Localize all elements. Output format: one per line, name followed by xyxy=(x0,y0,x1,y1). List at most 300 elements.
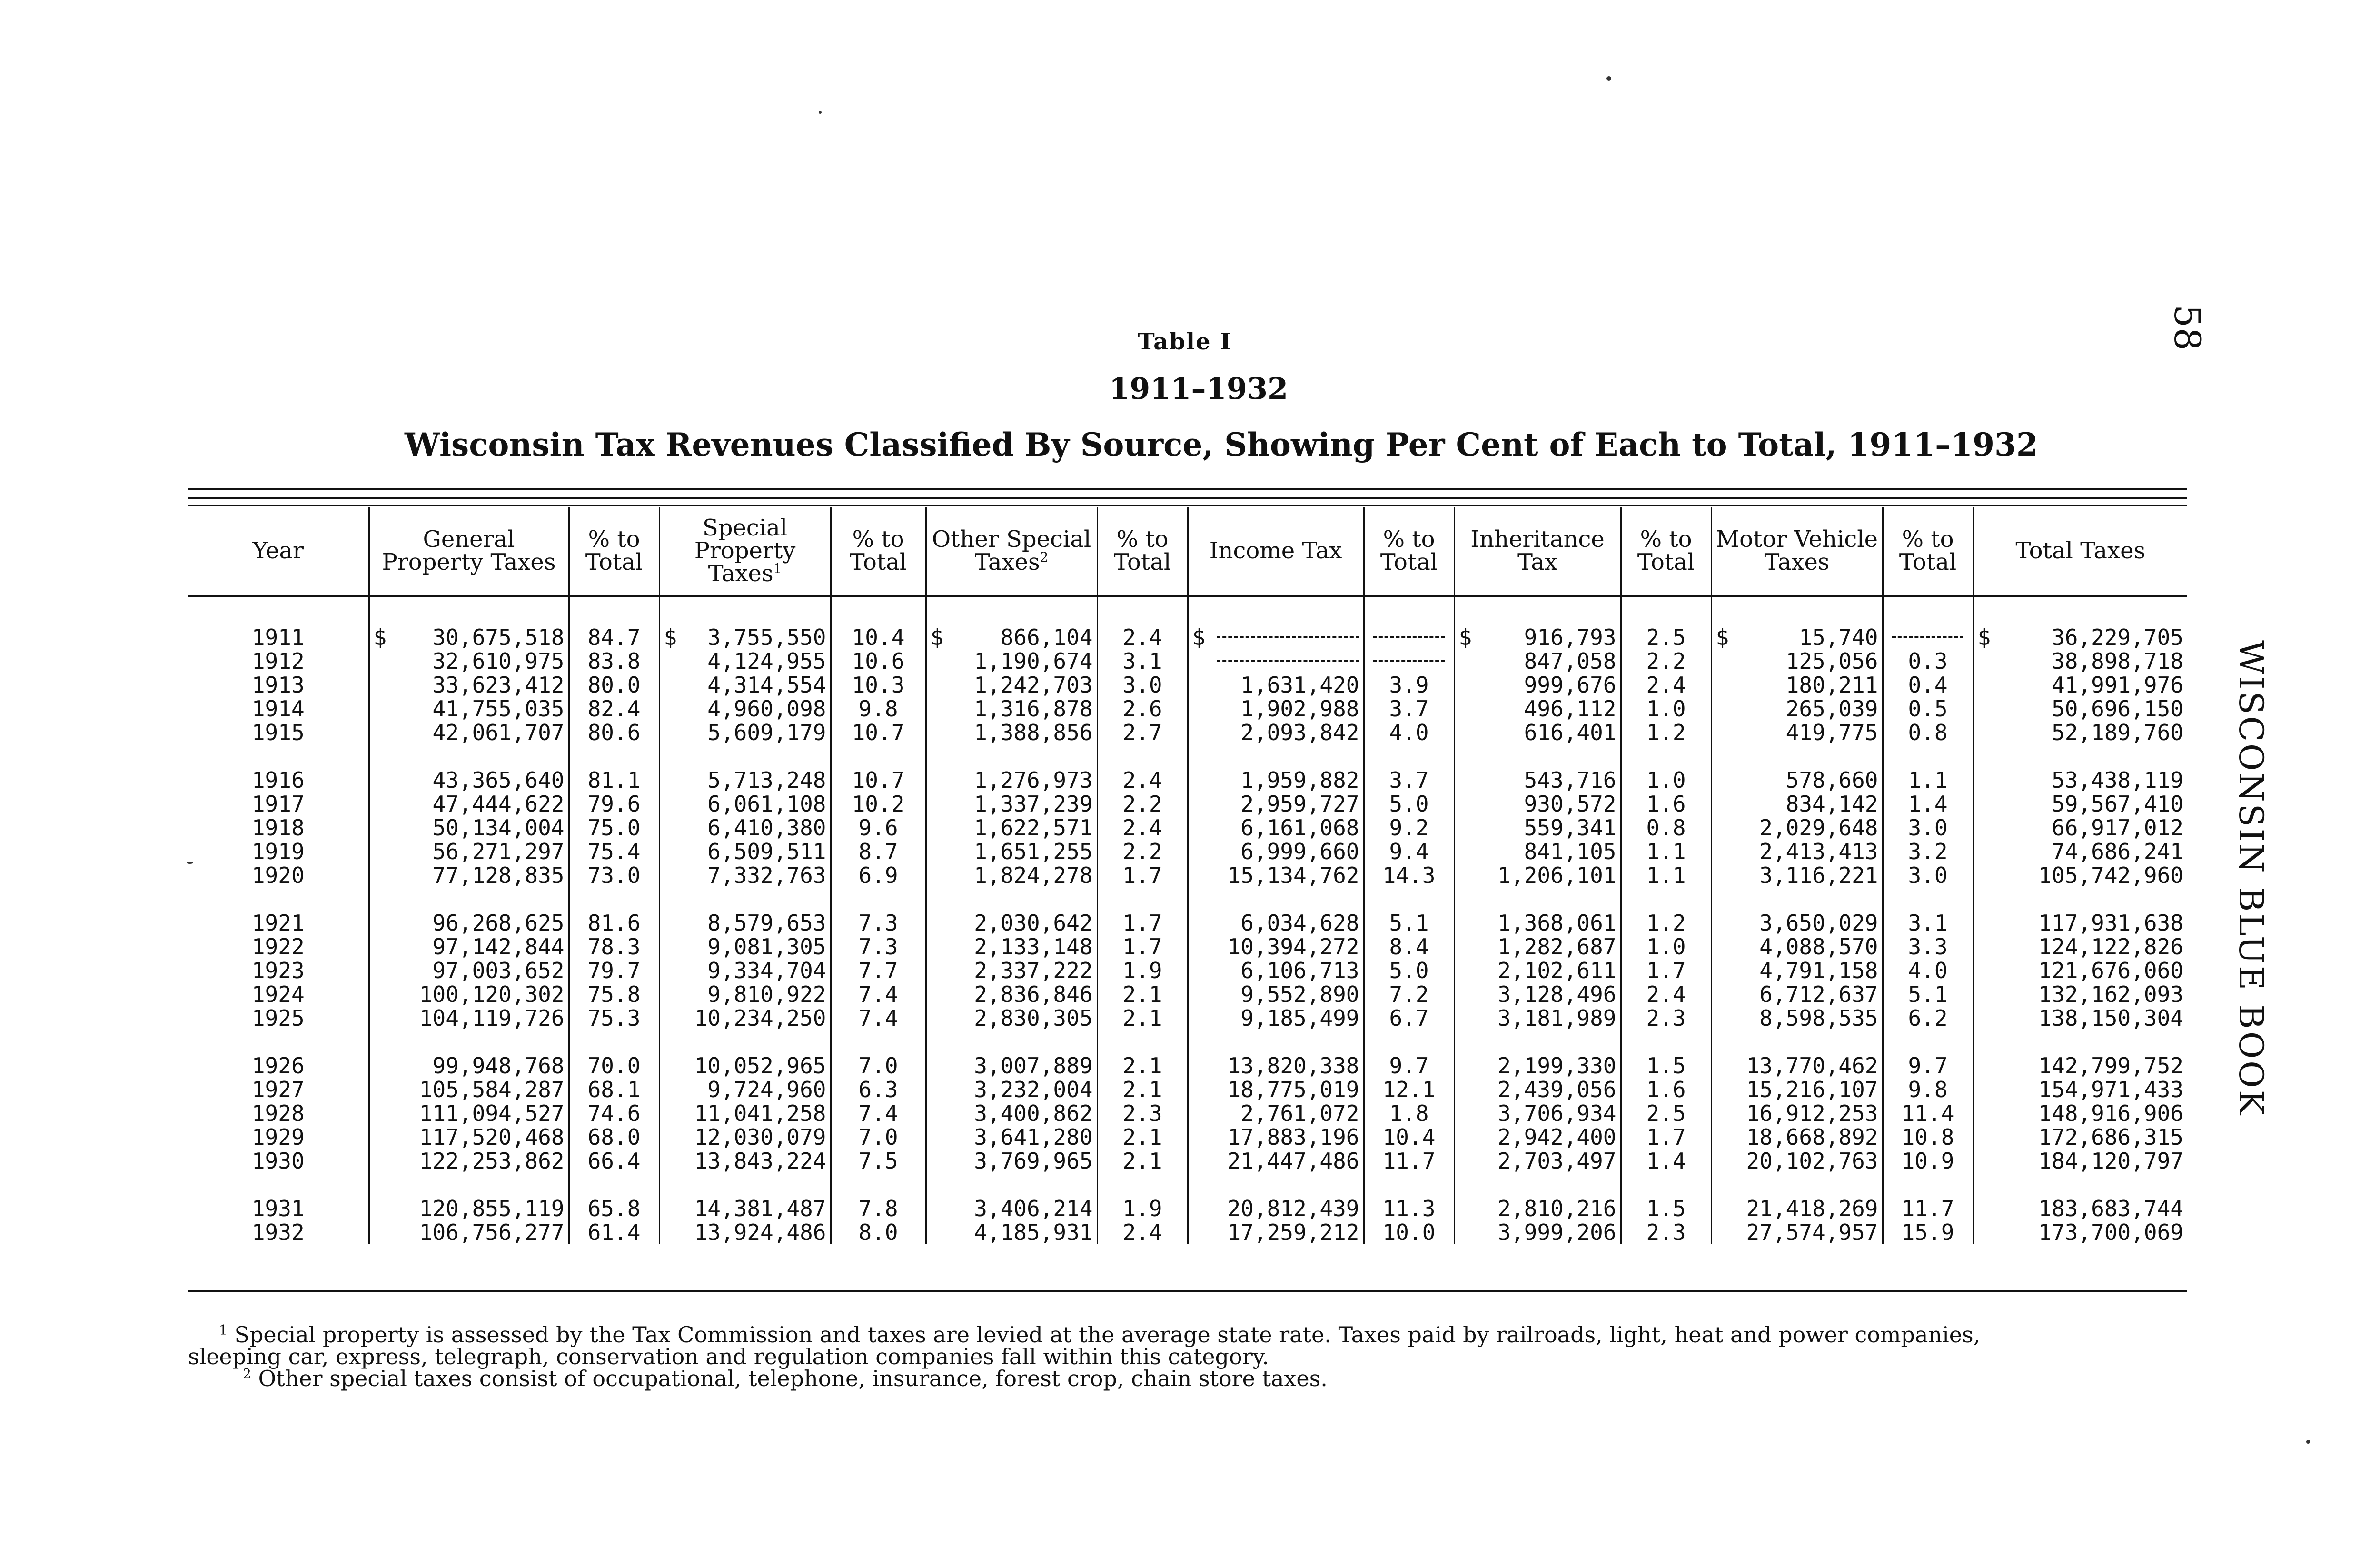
cell-total-taxes: 117,931,638 xyxy=(2038,910,2183,936)
cell-mv-pct: 0.4 xyxy=(1883,673,1973,697)
cell-inh-pct: 1.1 xyxy=(1621,863,1711,887)
cell-general-property: 32,610,975 xyxy=(369,649,569,673)
cell-sp-pct: 7.0 xyxy=(831,1054,926,1078)
cell-motor-vehicle: 3,116,221 xyxy=(1711,863,1883,887)
table-label: Table I xyxy=(1138,328,1232,355)
empty-value-dash xyxy=(1373,625,1445,638)
group-spacer xyxy=(188,887,2187,911)
table-row xyxy=(188,721,2187,744)
header-row xyxy=(188,507,2187,596)
footnote-2: $^2$ Other special taxes consist of occupational, telephone, insurance, forest crop, chain store taxes. xyxy=(243,1366,1328,1391)
cell-income-tax: 21,447,486 xyxy=(1188,1149,1364,1173)
cell-total-taxes: 124,122,826 xyxy=(2038,934,2183,960)
cell-year: 1923 xyxy=(188,959,369,982)
currency-sign: $ xyxy=(664,624,677,650)
cell-special-property: 4,124,955 xyxy=(659,649,831,673)
cell-year: 1916 xyxy=(188,768,369,792)
cell-mv-pct: 1.4 xyxy=(1883,792,1973,816)
cell-gp-pct: 75.8 xyxy=(569,982,659,1006)
cell-os-pct: 3.1 xyxy=(1097,649,1188,673)
cell-special-property: 10,052,965 xyxy=(659,1054,831,1078)
cell-inc-pct: 3.7 xyxy=(1364,697,1454,721)
cell-year: 1914 xyxy=(188,697,369,721)
cell-os-pct: 2.4 xyxy=(1097,816,1188,840)
cell-sp-pct: 10.6 xyxy=(831,649,926,673)
cell-special-property: 9,724,960 xyxy=(659,1078,831,1101)
cell-special-property: 5,713,248 xyxy=(659,768,831,792)
cell-total-taxes: 154,971,433 xyxy=(2038,1077,2183,1102)
cell-gp-pct: 74.6 xyxy=(569,1101,659,1125)
cell-sp-pct: 7.7 xyxy=(831,959,926,982)
table-row xyxy=(188,673,2187,697)
cell-other-special: 2,337,222 xyxy=(926,959,1097,982)
cell-total-taxes: 138,150,304 xyxy=(2038,1005,2183,1031)
cell-motor-vehicle: 419,775 xyxy=(1711,721,1883,744)
cell-inc-pct: 9.2 xyxy=(1364,816,1454,840)
cell-gp-pct: 75.3 xyxy=(569,1006,659,1030)
cell-inc-pct: 7.2 xyxy=(1364,982,1454,1006)
cell-gp-pct: 61.4 xyxy=(569,1220,659,1244)
table-row xyxy=(188,840,2187,863)
cell-special-property: 6,410,380 xyxy=(659,816,831,840)
top-rule-3 xyxy=(188,505,2187,506)
table-row xyxy=(188,1101,2187,1125)
table-row xyxy=(188,1220,2187,1244)
cell-year: 1920 xyxy=(188,863,369,887)
cell-os-pct: 1.7 xyxy=(1097,911,1188,935)
cell-income-tax: 2,093,842 xyxy=(1188,721,1364,744)
cell-gp-pct: 83.8 xyxy=(569,649,659,673)
cell-inh-pct: 1.7 xyxy=(1621,959,1711,982)
cell-inh-pct: 2.5 xyxy=(1621,1101,1711,1125)
cell-year: 1913 xyxy=(188,673,369,697)
col-special-property: Special Property Taxes$^1$ xyxy=(659,507,831,596)
cell-year: 1921 xyxy=(188,911,369,935)
cell-special-property: 6,061,108 xyxy=(659,792,831,816)
cell-total-taxes: 41,991,976 xyxy=(2052,672,2183,698)
cell-year: 1912 xyxy=(188,649,369,673)
cell-mv-pct: 0.3 xyxy=(1883,649,1973,673)
empty-value-dash xyxy=(1217,625,1359,638)
cell-sp-pct: 7.4 xyxy=(831,1101,926,1125)
cell-other-special: 1,651,255 xyxy=(926,840,1097,863)
cell-income-tax xyxy=(1188,596,1364,650)
page-number: 58 xyxy=(2166,305,2209,351)
cell-inc-pct: 10.4 xyxy=(1364,1125,1454,1149)
cell-general-property: 120,855,119 xyxy=(369,1197,569,1220)
cell-other-special: 3,007,889 xyxy=(926,1054,1097,1078)
cell-sp-pct: 7.4 xyxy=(831,1006,926,1030)
cell-motor-vehicle: 8,598,535 xyxy=(1711,1006,1883,1030)
cell-income-tax: 1,631,420 xyxy=(1188,673,1364,697)
cell-other-special: 3,641,280 xyxy=(926,1125,1097,1149)
cell-total-taxes: 105,742,960 xyxy=(2038,862,2183,888)
cell-motor-vehicle: 834,142 xyxy=(1711,792,1883,816)
cell-inc-pct: 5.0 xyxy=(1364,792,1454,816)
cell-sp-pct: 10.3 xyxy=(831,673,926,697)
cell-other-special: 3,769,965 xyxy=(926,1149,1097,1173)
cell-inc-pct: 11.7 xyxy=(1364,1149,1454,1173)
cell-sp-pct: 10.7 xyxy=(831,768,926,792)
col-motor-vehicle: Motor Vehicle Taxes xyxy=(1711,507,1883,596)
cell-gp-pct: 75.0 xyxy=(569,816,659,840)
cell-special-property: 13,924,486 xyxy=(659,1220,831,1244)
table-row xyxy=(188,1078,2187,1101)
cell-inh-pct: 2.3 xyxy=(1621,1006,1711,1030)
cell-general-property: 97,003,652 xyxy=(369,959,569,982)
cell-mv-pct: 3.0 xyxy=(1883,863,1973,887)
group-spacer xyxy=(188,1173,2187,1197)
cell-special-property: 11,041,258 xyxy=(659,1101,831,1125)
cell-inh-pct: 1.5 xyxy=(1621,1197,1711,1220)
cell-mv-pct: 4.0 xyxy=(1883,959,1973,982)
cell-inc-pct: 5.1 xyxy=(1364,911,1454,935)
cell-mv-pct: 0.5 xyxy=(1883,697,1973,721)
cell-general-property: 97,142,844 xyxy=(369,935,569,959)
cell-inheritance-tax: 559,341 xyxy=(1454,816,1621,840)
cell-motor-vehicle: 4,791,158 xyxy=(1711,959,1883,982)
cell-total-taxes: 38,898,718 xyxy=(2052,648,2183,674)
cell-inheritance-tax: 930,572 xyxy=(1454,792,1621,816)
cell-inheritance-tax: 847,058 xyxy=(1454,649,1621,673)
cell-income-tax: 9,185,499 xyxy=(1188,1006,1364,1030)
col-inh-pct: % to Total xyxy=(1621,507,1711,596)
cell-inc-pct: 8.4 xyxy=(1364,935,1454,959)
cell-gp-pct: 79.7 xyxy=(569,959,659,982)
footnote-1b: sleeping car, express, telegraph, conservation and regulation companies fall within this category. xyxy=(188,1344,1269,1369)
cell-mv-pct: 3.3 xyxy=(1883,935,1973,959)
cell-general-property: 33,623,412 xyxy=(369,673,569,697)
cell-general-property: 43,365,640 xyxy=(369,768,569,792)
cell-inheritance-tax: 3,706,934 xyxy=(1454,1101,1621,1125)
cell-motor-vehicle: 265,039 xyxy=(1711,697,1883,721)
cell-gp-pct: 70.0 xyxy=(569,1054,659,1078)
cell-other-special: 3,232,004 xyxy=(926,1078,1097,1101)
cell-inh-pct: 2.3 xyxy=(1621,1220,1711,1244)
cell-inc-pct: 3.9 xyxy=(1364,673,1454,697)
cell-motor-vehicle: 15,216,107 xyxy=(1711,1078,1883,1101)
col-other-special: Other Special Taxes$^2$ xyxy=(926,507,1097,596)
cell-inh-pct: 2.2 xyxy=(1621,649,1711,673)
cell-sp-pct: 8.0 xyxy=(831,1220,926,1244)
cell-os-pct: 2.3 xyxy=(1097,1101,1188,1125)
cell-special-property: 8,579,653 xyxy=(659,911,831,935)
cell-inh-pct: 1.0 xyxy=(1621,768,1711,792)
cell-os-pct: 2.1 xyxy=(1097,1078,1188,1101)
cell-os-pct: 2.2 xyxy=(1097,792,1188,816)
cell-mv-pct: 9.8 xyxy=(1883,1078,1973,1101)
cell-inheritance-tax: 1,206,101 xyxy=(1454,863,1621,887)
cell-inh-pct: 1.6 xyxy=(1621,792,1711,816)
footnote-1a: $^1$ Special property is assessed by the Tax Commission and taxes are levied at the average state rate. Taxes paid by railroads, light, heat and power companies, xyxy=(219,1322,1981,1348)
cell-gp-pct: 81.1 xyxy=(569,768,659,792)
cell-other-special: 1,388,856 xyxy=(926,721,1097,744)
table-row xyxy=(188,863,2187,887)
cell-total-taxes: 66,917,012 xyxy=(2052,815,2183,841)
table-row xyxy=(188,1197,2187,1220)
cell-gp-pct: 66.4 xyxy=(569,1149,659,1173)
cell-inheritance-tax: 2,199,330 xyxy=(1454,1054,1621,1078)
cell-inheritance-tax: 2,102,611 xyxy=(1454,959,1621,982)
cell-inc-pct: 9.7 xyxy=(1364,1054,1454,1078)
cell-year: 1924 xyxy=(188,982,369,1006)
cell-sp-pct: 6.9 xyxy=(831,863,926,887)
cell-motor-vehicle: 6,712,637 xyxy=(1711,982,1883,1006)
cell-general-property: 117,520,468 xyxy=(369,1125,569,1149)
table-row xyxy=(188,1006,2187,1030)
table-row xyxy=(188,596,2187,650)
scan-speck xyxy=(1606,76,1611,81)
cell-inc-pct: 1.8 xyxy=(1364,1101,1454,1125)
bottom-rule xyxy=(188,1290,2187,1292)
cell-inc-pct: 5.0 xyxy=(1364,959,1454,982)
cell-gp-pct: 79.6 xyxy=(569,792,659,816)
cell-sp-pct: 10.4 xyxy=(831,596,926,650)
scan-speck xyxy=(187,862,193,864)
cell-year: 1931 xyxy=(188,1197,369,1220)
cell-os-pct: 3.0 xyxy=(1097,673,1188,697)
cell-mv-pct: 0.8 xyxy=(1883,721,1973,744)
cell-general-property: 105,584,287 xyxy=(369,1078,569,1101)
cell-other-special: 1,190,674 xyxy=(926,649,1097,673)
cell-inheritance-tax: 616,401 xyxy=(1454,721,1621,744)
cell-income-tax: 17,259,212 xyxy=(1188,1220,1364,1244)
cell-mv-pct xyxy=(1883,596,1973,650)
cell-inh-pct: 1.5 xyxy=(1621,1054,1711,1078)
cell-motor-vehicle: 18,668,892 xyxy=(1711,1125,1883,1149)
cell-other-special: 1,622,571 xyxy=(926,816,1097,840)
cell-inheritance-tax: $ 916,793 xyxy=(1454,596,1621,650)
currency-sign: $ xyxy=(930,624,944,650)
cell-inc-pct: 14.3 xyxy=(1364,863,1454,887)
cell-inc-pct: 11.3 xyxy=(1364,1197,1454,1220)
cell-special-property: 13,843,224 xyxy=(659,1149,831,1173)
cell-gp-pct: 78.3 xyxy=(569,935,659,959)
currency-sign: $ xyxy=(373,624,387,650)
cell-inc-pct: 4.0 xyxy=(1364,721,1454,744)
cell-inheritance-tax: 999,676 xyxy=(1454,673,1621,697)
cell-income-tax: 6,034,628 xyxy=(1188,911,1364,935)
cell-total-taxes: 121,676,060 xyxy=(2038,958,2183,983)
cell-total-taxes: 52,189,760 xyxy=(2052,720,2183,745)
cell-total-taxes: 173,700,069 xyxy=(2038,1219,2183,1245)
cell-inheritance-tax: 2,942,400 xyxy=(1454,1125,1621,1149)
table-row xyxy=(188,697,2187,721)
cell-sp-pct: 7.5 xyxy=(831,1149,926,1173)
cell-gp-pct: 75.4 xyxy=(569,840,659,863)
scan-speck xyxy=(2306,1440,2310,1444)
cell-special-property: 4,960,098 xyxy=(659,697,831,721)
cell-inc-pct: 6.7 xyxy=(1364,1006,1454,1030)
cell-general-property: 77,128,835 xyxy=(369,863,569,887)
cell-os-pct: 2.7 xyxy=(1097,721,1188,744)
cell-inheritance-tax: 1,368,061 xyxy=(1454,911,1621,935)
col-inheritance-tax: Inheritance Tax xyxy=(1454,507,1621,596)
cell-other-special: 1,276,973 xyxy=(926,768,1097,792)
cell-total-taxes: 184,120,797 xyxy=(2038,1148,2183,1174)
col-year: Year xyxy=(188,507,369,596)
table-row xyxy=(188,768,2187,792)
table-title: Wisconsin Tax Revenues Classified By Source, Showing Per Cent of Each to Total, 1911–1932 xyxy=(405,426,2038,463)
cell-total-taxes: 50,696,150 xyxy=(2052,696,2183,722)
cell-special-property: $ 3,755,550 xyxy=(659,596,831,650)
cell-os-pct: 2.6 xyxy=(1097,697,1188,721)
table-row xyxy=(188,792,2187,816)
cell-os-pct: 2.2 xyxy=(1097,840,1188,863)
cell-year: 1915 xyxy=(188,721,369,744)
cell-general-property: 99,948,768 xyxy=(369,1054,569,1078)
cell-special-property: 7,332,763 xyxy=(659,863,831,887)
cell-gp-pct: 80.6 xyxy=(569,721,659,744)
cell-year: 1919 xyxy=(188,840,369,863)
currency-sign: $ xyxy=(1458,624,1472,650)
cell-mv-pct: 10.9 xyxy=(1883,1149,1973,1173)
cell-general-property: 100,120,302 xyxy=(369,982,569,1006)
cell-year: 1918 xyxy=(188,816,369,840)
cell-inh-pct: 0.8 xyxy=(1621,816,1711,840)
cell-inh-pct: 1.4 xyxy=(1621,1149,1711,1173)
cell-year: 1932 xyxy=(188,1220,369,1244)
cell-sp-pct: 6.3 xyxy=(831,1078,926,1101)
cell-mv-pct: 11.7 xyxy=(1883,1197,1973,1220)
cell-motor-vehicle: 578,660 xyxy=(1711,768,1883,792)
table-years: 1911–1932 xyxy=(1109,371,1289,406)
col-mv-pct: % to Total xyxy=(1883,507,1973,596)
cell-year: 1922 xyxy=(188,935,369,959)
cell-other-special: 2,030,642 xyxy=(926,911,1097,935)
cell-income-tax: 13,820,338 xyxy=(1188,1054,1364,1078)
cell-inheritance-tax: 543,716 xyxy=(1454,768,1621,792)
table-row xyxy=(188,1125,2187,1149)
cell-inheritance-tax: 3,181,989 xyxy=(1454,1006,1621,1030)
col-sp-pct: % to Total xyxy=(831,507,926,596)
cell-sp-pct: 7.8 xyxy=(831,1197,926,1220)
cell-mv-pct: 15.9 xyxy=(1883,1220,1973,1244)
cell-os-pct: 1.7 xyxy=(1097,935,1188,959)
cell-general-property: 111,094,527 xyxy=(369,1101,569,1125)
cell-gp-pct: 84.7 xyxy=(569,596,659,650)
cell-os-pct: 1.7 xyxy=(1097,863,1188,887)
cell-general-property: 96,268,625 xyxy=(369,911,569,935)
empty-value-dash xyxy=(1892,625,1964,638)
side-running-head: WISCONSIN BLUE BOOK xyxy=(2231,640,2271,1117)
cell-gp-pct: 68.1 xyxy=(569,1078,659,1101)
cell-special-property: 9,334,704 xyxy=(659,959,831,982)
cell-year: 1930 xyxy=(188,1149,369,1173)
cell-motor-vehicle: 16,912,253 xyxy=(1711,1101,1883,1125)
cell-other-special: 1,316,878 xyxy=(926,697,1097,721)
cell-motor-vehicle: 180,211 xyxy=(1711,673,1883,697)
cell-inh-pct: 1.2 xyxy=(1621,911,1711,935)
cell-mv-pct: 9.7 xyxy=(1883,1054,1973,1078)
cell-year: 1911 xyxy=(188,596,369,650)
cell-sp-pct: 7.3 xyxy=(831,911,926,935)
table-row xyxy=(188,935,2187,959)
table-row xyxy=(188,982,2187,1006)
cell-other-special: 2,133,148 xyxy=(926,935,1097,959)
currency-sign: $ xyxy=(1716,624,1729,650)
cell-general-property: 50,134,004 xyxy=(369,816,569,840)
cell-os-pct: 2.1 xyxy=(1097,982,1188,1006)
table-row xyxy=(188,1149,2187,1173)
cell-sp-pct: 8.7 xyxy=(831,840,926,863)
cell-sp-pct: 10.7 xyxy=(831,721,926,744)
cell-income-tax: 20,812,439 xyxy=(1188,1197,1364,1220)
cell-inc-pct xyxy=(1364,649,1454,673)
cell-special-property: 10,234,250 xyxy=(659,1006,831,1030)
col-income-tax: Income Tax xyxy=(1188,507,1364,596)
cell-os-pct: 2.4 xyxy=(1097,1220,1188,1244)
cell-special-property: 4,314,554 xyxy=(659,673,831,697)
cell-motor-vehicle: $ 15,740 xyxy=(1711,596,1883,650)
col-general-property: General Property Taxes xyxy=(369,507,569,596)
cell-general-property: 106,756,277 xyxy=(369,1220,569,1244)
cell-inc-pct: 10.0 xyxy=(1364,1220,1454,1244)
table-row xyxy=(188,959,2187,982)
cell-inc-pct: 3.7 xyxy=(1364,768,1454,792)
cell-gp-pct: 65.8 xyxy=(569,1197,659,1220)
cell-motor-vehicle: 21,418,269 xyxy=(1711,1197,1883,1220)
cell-inheritance-tax: 2,810,216 xyxy=(1454,1197,1621,1220)
cell-inh-pct: 2.4 xyxy=(1621,982,1711,1006)
cell-sp-pct: 9.8 xyxy=(831,697,926,721)
cell-gp-pct: 73.0 xyxy=(569,863,659,887)
cell-other-special: 1,337,239 xyxy=(926,792,1097,816)
cell-inh-pct: 1.1 xyxy=(1621,840,1711,863)
cell-other-special: 1,242,703 xyxy=(926,673,1097,697)
cell-motor-vehicle: 13,770,462 xyxy=(1711,1054,1883,1078)
cell-income-tax: 17,883,196 xyxy=(1188,1125,1364,1149)
cell-os-pct: 2.1 xyxy=(1097,1125,1188,1149)
cell-mv-pct: 5.1 xyxy=(1883,982,1973,1006)
scan-speck xyxy=(819,111,822,114)
cell-sp-pct: 9.6 xyxy=(831,816,926,840)
cell-total-taxes: 148,916,906 xyxy=(2038,1100,2183,1126)
cell-sp-pct: 10.2 xyxy=(831,792,926,816)
cell-total-taxes: 53,438,119 xyxy=(2052,767,2183,793)
cell-inh-pct: 1.0 xyxy=(1621,697,1711,721)
cell-other-special: 4,185,931 xyxy=(926,1220,1097,1244)
cell-total-taxes: 172,686,315 xyxy=(2038,1124,2183,1150)
currency-sign: $ xyxy=(1192,624,1206,650)
cell-year: 1926 xyxy=(188,1054,369,1078)
cell-special-property: 14,381,487 xyxy=(659,1197,831,1220)
cell-mv-pct: 6.2 xyxy=(1883,1006,1973,1030)
table-row xyxy=(188,649,2187,673)
cell-inheritance-tax: 3,999,206 xyxy=(1454,1220,1621,1244)
cell-income-tax: 18,775,019 xyxy=(1188,1078,1364,1101)
cell-motor-vehicle: 2,029,648 xyxy=(1711,816,1883,840)
cell-special-property: 5,609,179 xyxy=(659,721,831,744)
cell-inheritance-tax: 1,282,687 xyxy=(1454,935,1621,959)
cell-motor-vehicle: 20,102,763 xyxy=(1711,1149,1883,1173)
cell-sp-pct: 7.0 xyxy=(831,1125,926,1149)
cell-inc-pct xyxy=(1364,596,1454,650)
cell-total-taxes: 142,799,752 xyxy=(2038,1053,2183,1079)
cell-inheritance-tax: 841,105 xyxy=(1454,840,1621,863)
cell-income-tax: 10,394,272 xyxy=(1188,935,1364,959)
cell-gp-pct: 81.6 xyxy=(569,911,659,935)
cell-special-property: 9,081,305 xyxy=(659,935,831,959)
cell-general-property: 41,755,035 xyxy=(369,697,569,721)
cell-general-property: 104,119,726 xyxy=(369,1006,569,1030)
top-rule-1 xyxy=(188,488,2187,490)
cell-year: 1928 xyxy=(188,1101,369,1125)
cell-gp-pct: 82.4 xyxy=(569,697,659,721)
col-total-taxes: Total Taxes xyxy=(1973,507,2187,596)
top-rule-2 xyxy=(188,497,2187,499)
cell-mv-pct: 10.8 xyxy=(1883,1125,1973,1149)
